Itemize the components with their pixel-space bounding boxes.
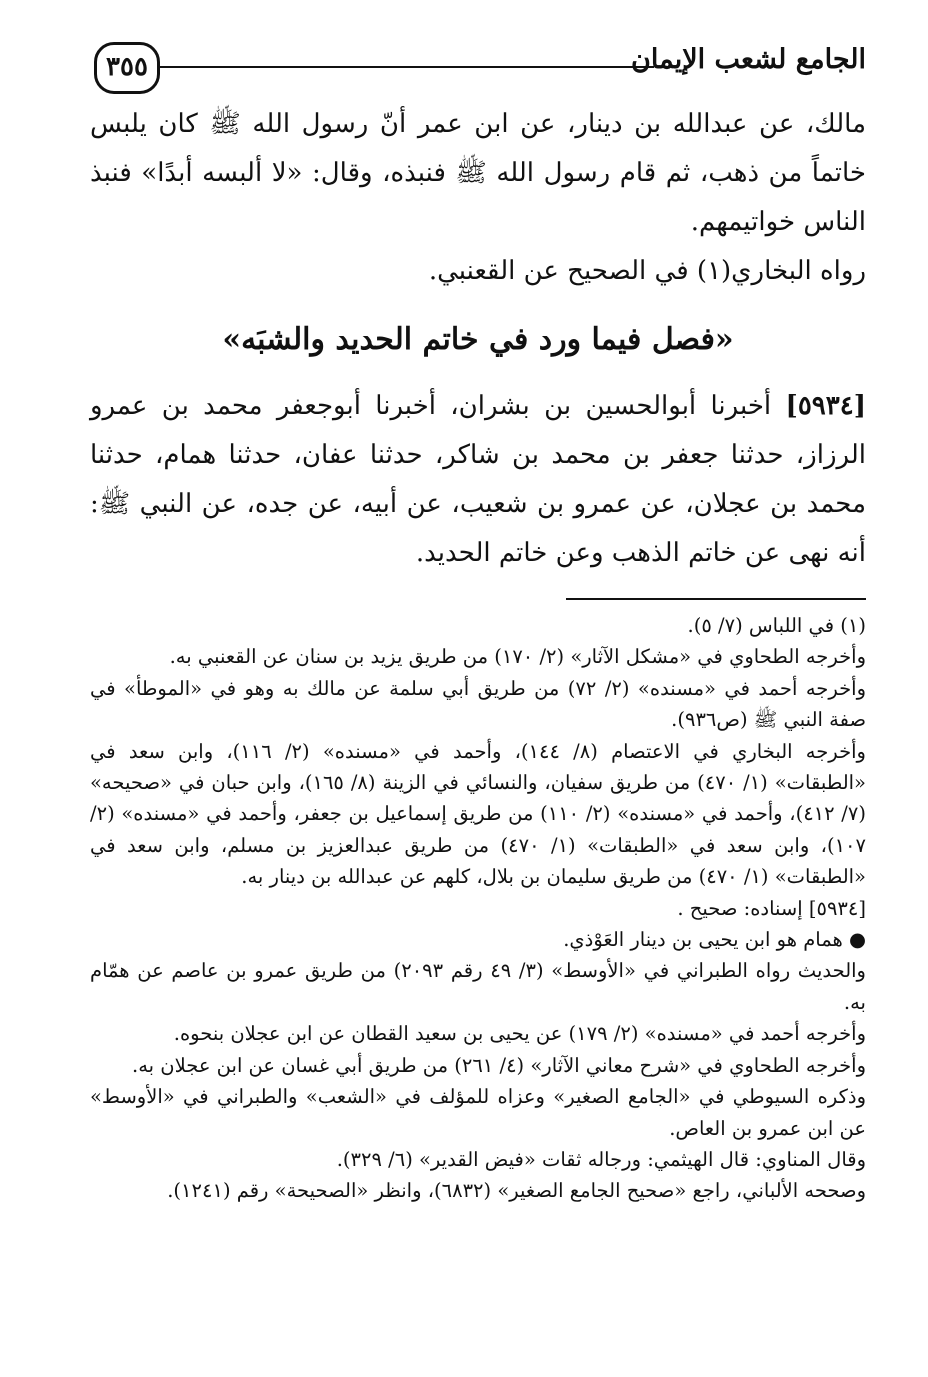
footnote-line: والحديث رواه الطبراني في «الأوسط» (٣/ ٤٩ رقم ٢٠٩٣) من طريق عمرو بن عاصم عن همّام به. (90, 959, 866, 1014)
opening-paragraph: مالك، عن عبدالله بن دينار، عن ابن عمر أنّ رسول الله ﷺ كان يلبس خاتماً من ذهب، ثم قام رسول الله ﷺ فنبذه، وقال: «لا ألبسه أبدًا» فنبذ الناس خواتيمهم. (90, 109, 866, 237)
footnotes (90, 610, 866, 1207)
book-page (90, 36, 866, 1337)
footnote-separator (566, 598, 866, 600)
page-header (90, 36, 866, 100)
footnote-line: (١) في اللباس (٧/ ٥). (687, 614, 866, 637)
footnote-line: وصححه الألباني، راجع «صحيح الجامع الصغير» (٦٨٣٢)، وانظر «الصحيحة» رقم (١٢٤١). (167, 1179, 866, 1203)
footnote-line: وأخرجه أحمد في «مسنده» (٢/ ٧٢) من طريق أبي سلمة عن مالك به وهو في «الموطأ» في صفة النبي ﷺ (ص٩٣٦). (90, 676, 866, 732)
footnote-line: وأخرجه الطحاوي في «شرح معاني الآثار» (٤/ ٢٦١) من طريق أبي غسان عن ابن عجلان به. (132, 1053, 866, 1077)
footnote-line: ● همام هو ابن يحيى بن دينار العَوْذي. (90, 924, 866, 955)
footnote-line: وأخرجه أحمد في «مسنده» (٢/ ١٧٩) عن يحيى بن سعيد القطان عن ابن عجلان بنحوه. (173, 1022, 866, 1046)
footnote-line: وذكره السيوطي في «الجامع الصغير» وعزاه للمؤلف في «الشعب» والطبراني في «الأوسط» عن ابن عمرو بن العاص. (90, 1085, 866, 1140)
header-rule (160, 66, 654, 68)
section-heading: «فصل فيما ورد في خاتم الحديد والشبَه» (222, 322, 734, 357)
footnote-line: [٥٩٣٤] إسناده: صحيح . (677, 896, 866, 920)
footnote-line: وأخرجه الطحاوي في «مشكل الآثار» (٢/ ١٧٠) من طريق يزيد بن سنان عن القعنبي به. (169, 645, 866, 669)
hadith-paragraph (90, 382, 866, 578)
page-number-badge: ٣٥٥ (94, 42, 160, 94)
footnote-line: وأخرجه البخاري في الاعتصام (٨/ ١٤٤)، وأحمد في «مسنده» (٢/ ١١٦)، وابن سعد في «الطبقات» (١/ ٤٧٠) من طريق سفيان، والنسائي في الزينة (٨/ ١٦٥)، وابن حبان في «صحيحه» (٧/ ٤١٢)، وأحمد في «مسنده» (٢/ ١١٠) من طريق إسماعيل بن جعفر، وأحمد في «مسنده» (٢/ ١٠٧)، وابن سعد في «الطبقات» (١/ ٤٧٠) من طريق عبدالعزيز بن مسلم، وابن سعد في «الطبقات» (١/ ٤٧٠) من طريق سليمان بن بلال، كلهم عن عبدالله بن دينار به. (90, 739, 866, 889)
hadith-number: [٥٩٣٤] (785, 391, 866, 421)
running-title: الجامع لشعب الإيمان (631, 44, 866, 75)
main-text (90, 100, 866, 578)
hadith-text: أخبرنا أبوالحسين بن بشران، أخبرنا أبوجعفر محمد بن عمرو الرزاز، حدثنا جعفر بن محمد بن شاكر، حدثنا عفان، حدثنا همام، حدثنا محمد بن عجلان، عن عمرو بن شعيب، عن أبيه، عن جده، عن النبي ﷺ: أنه نهى عن خاتم الذهب وعن خاتم الحديد. (90, 391, 866, 568)
narration-line: رواه البخاري(١) في الصحيح عن القعنبي. (428, 256, 866, 286)
footnote-line: وقال المناوي: قال الهيثمي: ورجاله ثقات «فيض القدير» (٦/ ٣٢٩). (336, 1147, 866, 1171)
